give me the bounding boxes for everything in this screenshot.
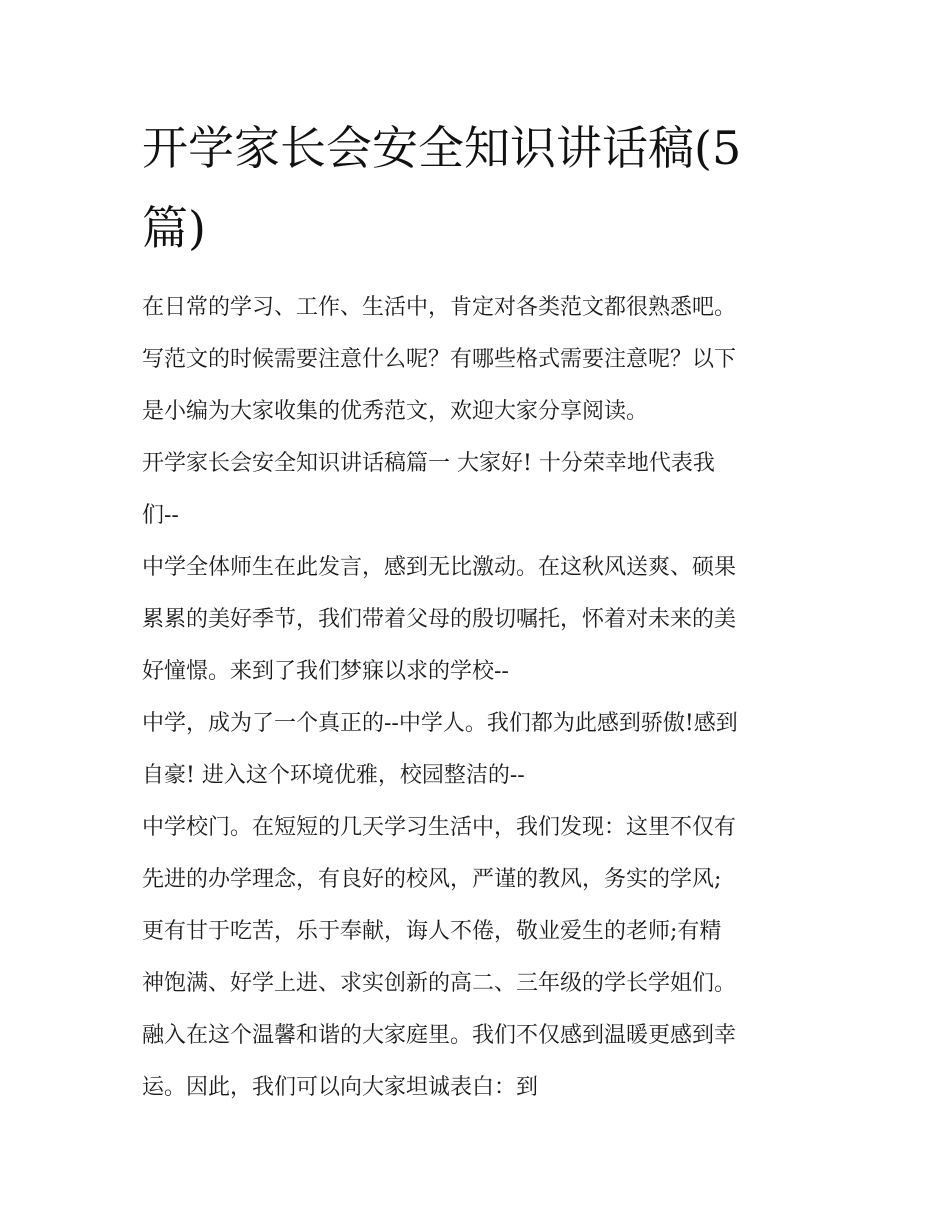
text-line: 先进的办学理念，有良好的校风，严谨的教风，务实的学风; [142,867,722,892]
text-line: 中学校门。在短短的几天学习生活中，我们发现：这里不仅有 [142,815,737,840]
document-title [142,108,814,268]
paragraph-school-arrival [142,542,814,698]
text-line: 运。因此，我们可以向大家坦诚表白：到 [142,1075,539,1100]
text-line: 中学全体师生在此发言，感到无比激动。在这秋风送爽、硕果 [142,555,737,580]
document-body [142,108,814,1114]
text-line: 累累的美好季节，我们带着父母的殷切嘱托，怀着对未来的美 [142,607,737,632]
text-line: 神饱满、好学上进、求实创新的高二、三年级的学长学姐们。 [142,971,737,996]
text-line: 写范文的时候需要注意什么呢？有哪些格式需要注意呢？以下 [142,347,737,372]
text-line: 们-- [142,503,179,528]
title-line-2: 篇) [142,201,206,255]
paragraph-pride [142,698,814,802]
text-line: 更有甘于吃苦，乐于奉献，诲人不倦，敬业爱生的老师;有精 [142,919,722,944]
text-line: 融入在这个温馨和谐的大家庭里。我们不仅感到温暖更感到幸 [142,1023,737,1048]
text-line: 是小编为大家收集的优秀范文，欢迎大家分享阅读。 [142,399,649,424]
text-line: 开学家长会安全知识讲话稿篇一 大家好! 十分荣幸地代表我 [142,451,715,476]
text-line: 中学，成为了一个真正的--中学人。我们都为此感到骄傲!感到 [142,711,738,736]
paragraph-school-life [142,802,814,1114]
paragraph-speech-opening [142,438,814,542]
text-line: 自豪! 进入这个环境优雅，校园整洁的-- [142,763,525,788]
title-line-1: 开学家长会安全知识讲话稿(5 [142,121,742,175]
paragraph-intro [142,282,814,438]
text-line: 在日常的学习、工作、生活中，肯定对各类范文都很熟悉吧。 [142,295,737,320]
text-line: 好憧憬。来到了我们梦寐以求的学校-- [142,659,509,684]
